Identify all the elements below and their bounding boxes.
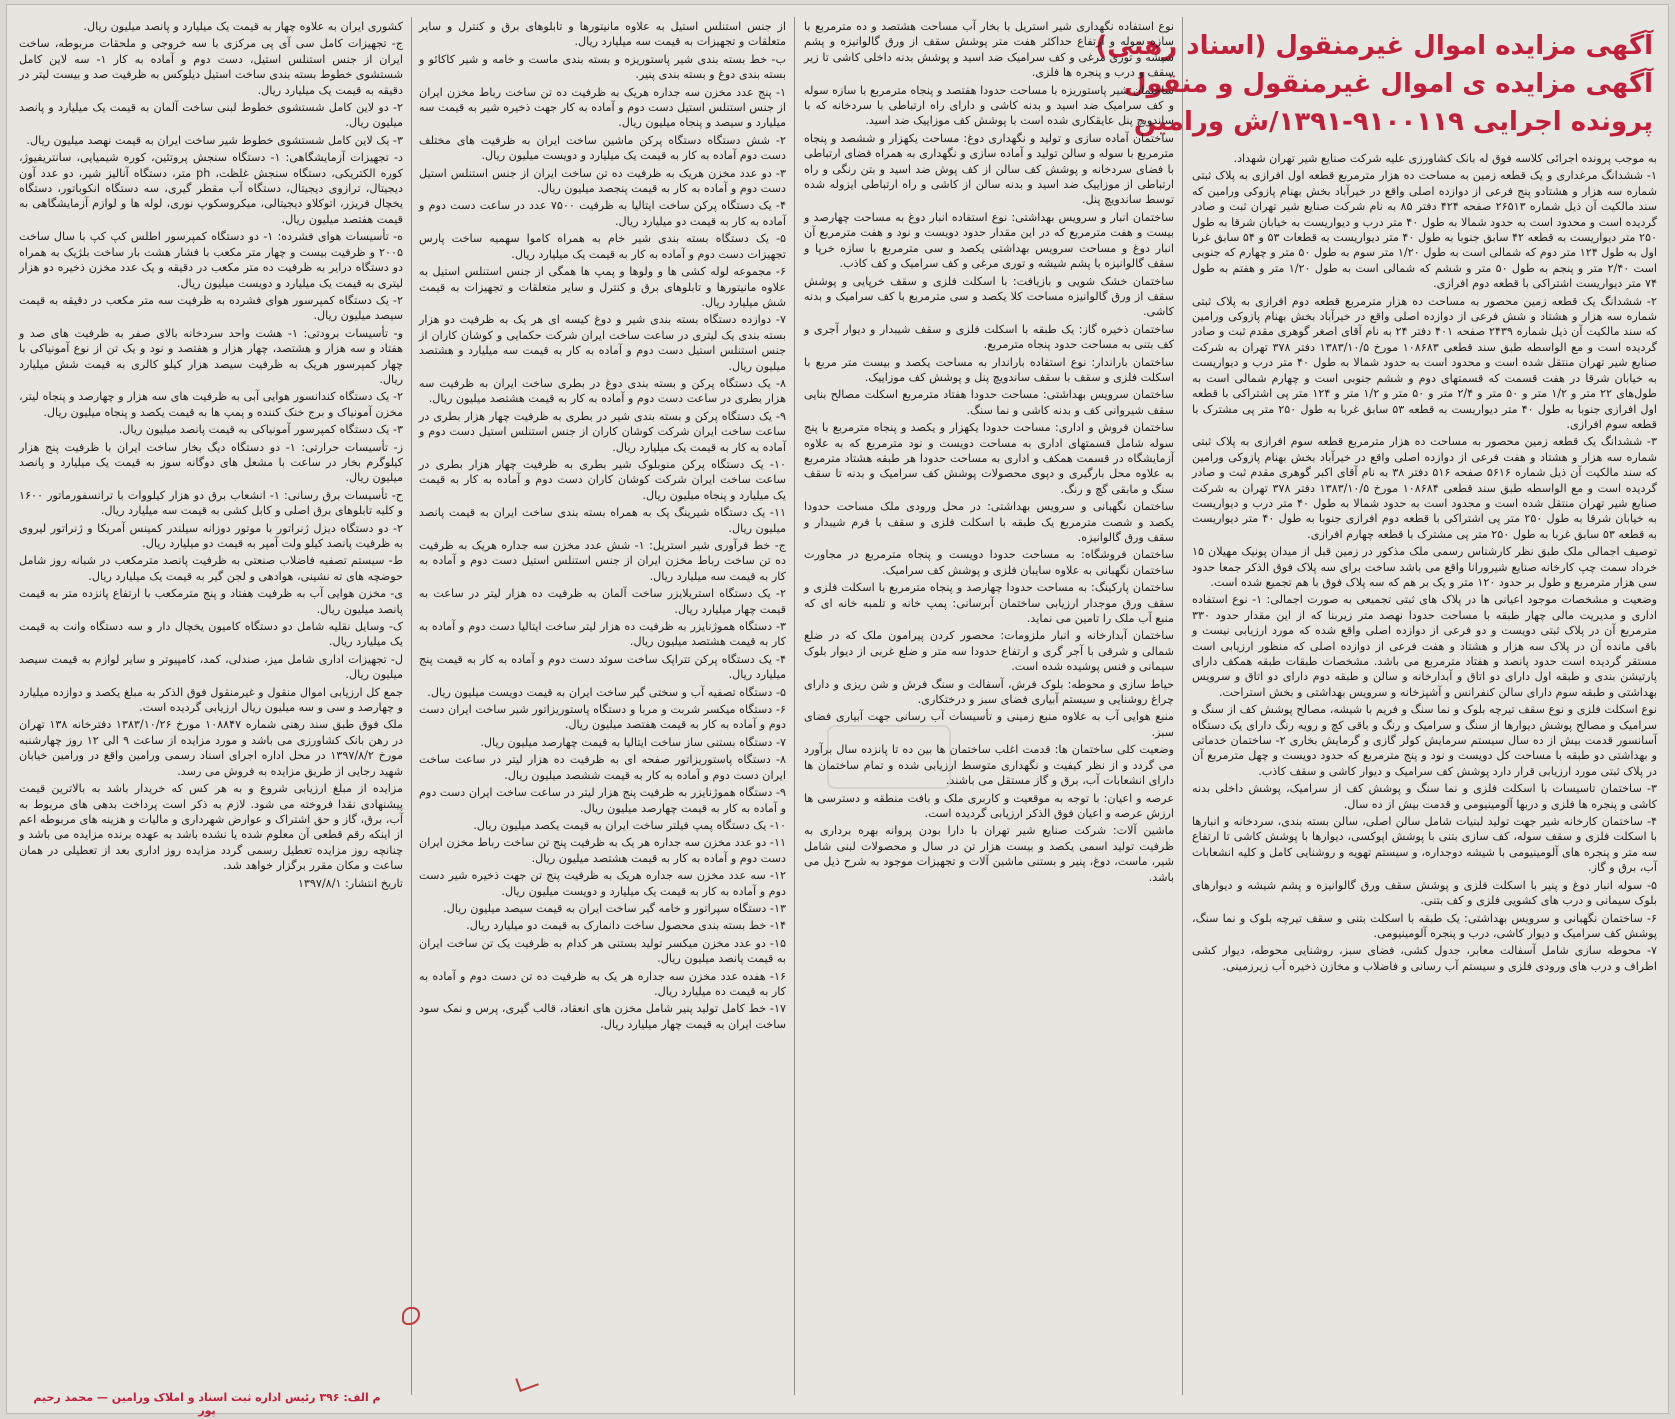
ad-paragraph: ج- تجهیزات کامل سی آی پی مرکزی با سه خروجی و ملحقات مربوطه، ساخت ایران از جنس استنلس استیل، دست دوم و آماده به کار ۱- سه لاین کامل شستشوی خطوط بسته بندی ساخت استیل دیلوکس به ظرفیت صد و بیست لیتر در دقیقه به قیمت یک میلیارد ریال. (19, 37, 403, 97)
ad-paragraph: ه- تأسیسات هوای فشرده: ۱- دو دستگاه کمپرسور اطلس کپ کپ با سال ساخت ۲۰۰۵ و ظرفیت بیست و چهار متر مکعب با فشار هشت بار ساخت بلژیک به همراه دو دستگاه درایر به ظرفیت ده متر مکعب در دقیقه و یک عدد مخزن ذخیره دو هزار لیتری به قیمت یک میلیارد و دویست میلیون ریال. (19, 230, 403, 290)
ad-paragraph: ساختمان شیر پاستوریزه با مساحت حدودا هفتصد و پنجاه مترمربع با سازه سوله و کف سرامیک ضد اسید و بدنه کاشی و دارای راه ارتباطی با سردخانه که با ساندویچ پنل عایقکاری شده است با پوشش کف موزاییک ضد اسید. (804, 83, 1174, 128)
ad-title-line: آگهی مزایده اموال غیرمنقول (اسناد رهنی) (1095, 31, 1653, 61)
ad-paragraph: ۶- دستگاه میکسر شربت و مربا و دستگاه پاستوریزاتور شیر ساخت ایران دست دوم و آماده به کار به قیمت هفتصد میلیون ریال. (419, 703, 786, 732)
column-3 (419, 19, 786, 1395)
ad-paragraph: ۱۱- یک دستگاه شیرینگ پک به همراه بسته بندی ساخت ایران به قیمت پانصد میلیون ریال. (419, 506, 786, 535)
ad-paragraph: و- تأسیسات برودتی: ۱- هشت واحد سردخانه بالای صفر به ظرفیت های صد و هفتاد و سه هزار و هشتصد، چهار هزار و هفتصد و نود و یک تن از نوع آمونیاکی با چهار کمپرسور هریک به ظرفیت سیصد هزار کیلو کالری به قیمت شش میلیارد ریال. (19, 326, 403, 386)
ad-paragraph: ۱۴- خط بسته بندی محصول ساخت دانمارک به قیمت دو میلیارد ریال. (466, 919, 786, 933)
ad-paragraph: ۳- ششدانگ یک قطعه زمین محصور به مساحت ده هزار مترمربع قطعه سوم افرازی به پلاک ثبتی شماره سه هزار و هشتاد و هفت فرعی از دوازده اصلی واقع در خیرآباد بخش بهنام پازوکی ورامین که سند مالکیت آن ذیل شماره ۵۶۱۶ صفحه ۵۱۶ دفتر ۳۸ به نام آقای اکبر گوهری مقدم ثبت و صادر گردیده است و مع الواسطه طبق سند قطعی ۱۰۸۶۸۴ مورخ ۱۳۸۳/۱۰/۵ دفتر ۳۷۸ تهران به شرکت صنایع شیر تهران منتقل شده است و محدود است به حدود شمالا به طول ۴۰ متر درب و دیواریست به خیابان شرقا به طول ۲۵۰ متر پی اشتراکی با قطعه دوم افرازی جنوبا به طول ۴۰ متر دیواریست به قطعه ۵۳ سابق غربا به طول ۲۵۰ متر پی مشترک با قطعه چهارم افرازی. (1192, 435, 1658, 541)
ad-paragraph: ۴- یک دستگاه پرکن تتراپک ساخت سوئد دست دوم و آماده به کار به قیمت پنج میلیارد ریال. (419, 652, 786, 682)
ad-paragraph: ز- تأسیسات حرارتی: ۱- دو دستگاه دیگ بخار ساخت ایران با ظرفیت پنج هزار کیلوگرم بخار در ساعت با مشعل های دوگانه سوز به قیمت یک میلیارد و پانصد میلیون ریال. (19, 440, 403, 485)
ad-paragraph: ۳- دستگاه هموژنایزر به ظرفیت ده هزار لیتر ساخت ایتالیا دست دوم و آماده به کار به قیمت هشتصد میلیون ریال. (419, 620, 786, 649)
column-body (19, 19, 403, 891)
ad-paragraph: از جنس استنلس استیل به علاوه مانیتورها و تابلوهای برق و کنترل و سایر متعلقات و تجهیزات به قیمت سه میلیارد ریال. (419, 20, 786, 49)
ad-paragraph: ۱۰- یک دستگاه پرکن منوبلوک شیر بطری به ظرفیت چهار هزار بطری در ساعت ساخت ایران شرکت کوشان کاران دست دوم و آماده به کار به قیمت یک میلیارد و پنجاه میلیون ریال. (419, 457, 786, 502)
ad-paragraph: ۳- ساختمان تاسیسات با اسکلت فلزی و نما سنگ و پوشش کف از سرامیک، پوشش داخلی بدنه کاشی و پنجره ها فلزی و دربها آلومینیومی و قدمت بیش از ده سال. (1192, 782, 1657, 811)
ad-paragraph: به موجب پرونده اجرائی کلاسه فوق له بانک کشاورزی علیه شرکت صنایع شیر تهران شهداد. (1233, 152, 1657, 165)
newspaper-page (6, 4, 1669, 1417)
ad-paragraph: ساختمان پارکینگ: به مساحت حدودا چهارصد و پنجاه مترمربع با اسکلت فلزی و سقف ورق موجدار ارزیابی ساختمان آبرسانی: پمپ خانه و تلمبه خانه ای که منبع آب ملک را تامین می نماید. (804, 581, 1174, 626)
ad-paragraph: ۱۵- دو عدد مخزن میکسر تولید بستنی هر کدام به ظرفیت یک تن ساخت ایران به قیمت پانصد میلیون ریال. (419, 936, 786, 966)
column-4 (19, 19, 403, 1381)
ad-title (1095, 27, 1653, 141)
ad-paragraph: ۲- یک دستگاه استریلایزر ساخت آلمان به ظرفیت ده هزار لیتر در ساعت به قیمت چهار میلیارد ریال. (419, 587, 786, 616)
pen-mark (402, 1307, 420, 1325)
ad-paragraph: ۲- شش دستگاه دستگاه پرکن ماشین ساخت ایران به ظرفیت های مختلف دست دوم آماده به کار به قیمت یک میلیارد و دویست میلیون ریال. (419, 133, 786, 163)
ad-paragraph: ۵- سوله انبار دوغ و پنیر با اسکلت فلزی و پوشش سقف ورق گالوانیزه و پشم شیشه و دیوارهای بلوک سیمانی و درب های کشویی فلزی و کف بتنی. (1192, 878, 1657, 908)
ad-paragraph: ۳- دو عدد مخزن هریک به ظرفیت ده تن ساخت ایران از جنس استنلس استیل دست دوم و آماده به کار به قیمت پنجصد میلیون ریال. (419, 166, 786, 196)
ad-paragraph: ۲- ششدانگ یک قطعه زمین محصور به مساحت ده هزار مترمربع قطعه دوم افرازی به پلاک ثبتی شماره سه هزار و هشتاد و شش فرعی از دوازده اصلی واقع در خیرآباد بخش بهنام پازوکی ورامین که سند مالکیت آن ذیل شماره ۲۴۳۹ صفحه ۴۰۱ دفتر ۲۴ به نام آقای اصغر گوهری مقدم ثبت و صادر گردیده است و مع الواسطه طبق سند قطعی ۱۰۸۶۸۳ مورخ ۱۳۸۳/۱۰/۵ دفتر ۳۷۸ تهران به شرکت صنایع شیر تهران منتقل شده است و محدود است به حدود شمالا به طول ۴۰ متر درب و دیواریست به خیابان شرقا در هفت قسمت که قسمتهای دوم و ششم جنوبی است و چهارم شمالی است به طول‌های ۲۲ متر و ۱/۲ متر و ۵۰ متر و ۲/۴ متر و ۵۰ متر و ۱/۲ متر و ۱۲۴ متر پی اشتراکی با قطعه اول افرازی جنوبا به طول ۴۰ متر دیواریست به قطعه ۵۳ سابق غربا به طول ۲۵۰ متر پی مشترک با قطعه سوم افرازی. (1192, 294, 1658, 431)
ad-paragraph: ۵- دستگاه تصفیه آب و سختی گیر ساخت ایران به قیمت دویست میلیون ریال. (427, 685, 786, 699)
column-body (1192, 151, 1657, 974)
ad-paragraph: ساختمان ذخیره گاز: یک طبقه با اسکلت فلزی و سقف شیبدار و دیوار آجری و کف بتنی به مساحت حدود پنجاه مترمربع. (804, 322, 1174, 352)
ad-paragraph: ۱۷- خط کامل تولید پنیر شامل مخزن های انعقاد، قالب گیری، پرس و نمک سود ساخت ایران به قیمت چهار میلیارد ریال. (419, 1002, 786, 1031)
ad-paragraph: ک- وسایل نقلیه شامل دو دستگاه کامیون یخچال دار و سه دستگاه وانت به قیمت یک میلیارد ریال. (19, 620, 403, 649)
ad-paragraph: ساختمان فروشگاه: به مساحت حدودا دویست و پنجاه مترمربع در مجاورت ساختمان نگهبانی به علاوه سایبان فلزی و پوشش کف سرامیک. (804, 548, 1174, 577)
faint-stamp (827, 725, 951, 789)
ad-paragraph: د- تجهیزات آزمایشگاهی: ۱- دستگاه سنجش پروتئین، کوره شیمیایی، سانتریفیوژ، کوره الکتریکی، دستگاه سنجش غلظت، ph متر، دستگاه آنالیز شیر، دو عدد آون دیجیتال، ترازوی دیجیتال، دستگاه آب مقطر گیری، سه دستگاه انکوباتور، دستگاه یخچال فریزر، اتوکلاو دیجیتالی، میکروسکوپ نوری، لوله ها و لوازم آزمایشگاهی به قیمت هفتصد میلیون ریال. (19, 151, 403, 226)
ad-footer: م الف: ۳۹۶ رئیس اداره ثبت اسناد و املاک ورامین — محمد رحیم پور (33, 1391, 381, 1417)
ad-paragraph: ۸- دستگاه پاستوریزاتور صفحه ای به ظرفیت ده هزار لیتر در ساعت ساخت ایران دست دوم و آماده به کار به قیمت ششصد میلیون ریال. (419, 753, 786, 782)
ad-paragraph: ب- خط بسته بندی شیر پاستوریزه و بسته بندی ماست و خامه و شیر کاکائو و بسته بندی دوغ و بسته بندی پنیر. (419, 52, 786, 82)
ad-paragraph: ۲- یک دستگاه کمپرسور هوای فشرده به ظرفیت سه متر مکعب در دقیقه به قیمت سیصد میلیون ریال. (19, 293, 403, 323)
column-1 (1095, 19, 1658, 1395)
ad-paragraph: ۹- یک دستگاه پرکن و بسته بندی شیر در بطری به ظرفیت چهار هزار بطری در ساعت ساخت ایران شرکت کوشان کاران از جنس استنلس استیل دست دوم و آماده به کار به قیمت یک میلیارد ریال. (419, 409, 786, 454)
ad-paragraph: توصیف اجمالی ملک طبق نظر کارشناس رسمی ملک مذکور در زمین قبل از میدان پونیک مهیلان ۱۵ خرداد سمت چپ کارخانه صنایع شیرورانا واقع می باشد ساخت برای سه پلاک فوق الذکر جمعا حدود سی هزار مترمربع و طول بر حدود ۱۲۰ متر و یک بر هم که سه پلاک فوق با هم تجمیع شده است. (1192, 545, 1657, 589)
column-2 (804, 19, 1174, 1395)
ad-paragraph: ۱۱- دو عدد مخزن سه جداره هر یک به ظرفیت پنج تن ساخت رباط مخزن ایران دست دوم و آماده به کار به قیمت هشتصد میلیون ریال. (419, 836, 786, 865)
ad-paragraph: ۲- دو دستگاه دیزل ژنراتور با موتور دوزانه سیلندر کمینس آمریکا و ژنراتور لیروی به ظرفیت پانصد کیلو ولت آمپر به قیمت دو میلیارد ریال. (19, 521, 403, 550)
ad-paragraph: ج- خط فرآوری شیر استریل: ۱- شش عدد مخزن سه جداره هریک به ظرفیت ده تن ساخت رباط مخزن ایران از جنس استنلس استیل دست دوم و آماده به کار به قیمت سه میلیارد ریال. (419, 539, 786, 583)
column-rule (411, 17, 412, 1395)
column-rule (794, 17, 795, 1395)
ad-paragraph: ط- سیستم تصفیه فاضلاب صنعتی به ظرفیت پانصد مترمکعب در شبانه روز شامل حوضچه های ته نشینی، هوادهی و لجن گیر به قیمت یک میلیارد ریال. (19, 554, 403, 583)
column-rule (1182, 17, 1183, 1395)
ad-paragraph: ۲- دو لاین کامل شستشوی خطوط لبنی ساخت آلمان به قیمت یک میلیارد و پانصد میلیون ریال. (19, 101, 403, 130)
ad-paragraph: ۱۶- هفده عدد مخزن سه جداره هر یک به ظرفیت ده تن دست دوم و آماده به کار به قیمت ده میلیارد ریال. (419, 969, 786, 998)
ad-paragraph: ساختمان خشک شویی و بازیافت: با اسکلت فلزی و سقف خرپایی و پوشش سقف از ورق گالوانیزه مساحت کلا یکصد و سی مترمربع با کف سرامیک و بدنه کاشی. (804, 274, 1174, 319)
ad-paragraph: ۷- محوطه سازی شامل آسفالت معابر، جدول کشی، فضای سبز، روشنایی محوطه، دیوار کشی اطراف و درب های ورودی فلزی و سیستم آب رسانی و فاضلاب و مخازن ذخیره آب زیرزمینی. (1192, 944, 1657, 973)
ad-paragraph: ۸- یک دستگاه پرکن و بسته بندی دوغ در بطری ساخت ایران به ظرفیت سه هزار بطری در ساعت دست دوم و آماده به کار به قیمت هشتصد میلیون ریال. (419, 376, 786, 406)
ad-paragraph: عرصه و اعیان: با توجه به موقعیت و کاربری ملک و بافت منطقه و دسترسی ها ارزش عرصه و اعیان فوق الذکر ارزیابی گردیده است. (804, 791, 1174, 820)
ad-paragraph: نوع اسکلت فلزی و نوع سقف تیرچه بلوک و نما سنگ و فریم با شیشه، مصالح پوشش کف از سنگ و سرامیک و مصالح پوشش دیوارها از سنگ و سرامیک و رنگ و باقی کچ و رویه رنگ دارای یک دستگاه آسانسور قدمت بیش از ده سال سیستم سرمایش کولر گازی و گرمایش بخاری ۲- ساختمان خدماتی و بهداشتی دو طبقه با مساحت کل دویست و نود و پنج مترمربع که حدود دویست و چهل مترمربع آن در پلاک ثبتی مورد ارزیابی قرار دارد پوشش کف سرامیک و دیوار کاشی و سقف کاذب. (1192, 703, 1657, 778)
ad-paragraph: ۱- ششدانگ مرغداری و یک قطعه زمین به مساحت ده هزار مترمربع قطعه اول افرازی به پلاک ثبتی شماره سه هزار و هشتادو پنج فرعی از دوازده اصلی واقع در خیرآباد بخش بهنام پازوکی ورامین که سند مالکیت آن ذیل شماره ۲۶۵۱۳ صفحه ۴۲۴ دفتر ۸۵ به نام شرکت صنایع شیر تهران ثبت و صادر گردیده است و محدود است به حدود شمالا به طول ۴۰ متر درب و دیواریست به خیابان شرقا به طول ۲۵۰ متر دیواریست به قطعه ۴۲ سابق جنوبا به طول ۴۰ متر دیواریست به قطعات ۵۳ و ۵۴ سابق غربا اول به طول ۱۲۴ متر دوم که شمالی است به طول ۱/۲۰ متر سوم به طول ۵۰ متر و چهارم که جنوبی است ۲/۴۰ متر و پنجم به طول ۵۰ متر و ششم که شمالی است به طول ۱/۲۰ متر و هفتم به طول ۷۴ متر دیواریست اشتراکی با قطعه دوم افرازی. (1192, 169, 1658, 291)
ad-paragraph: ۱۳- دستگاه سپراتور و خامه گیر ساخت ایران به قیمت سیصد میلیون ریال. (443, 901, 786, 915)
ad-paragraph: کشوری ایران به علاوه چهار به قیمت یک میلیارد و پانصد میلیون ریال. (83, 20, 403, 33)
ad-paragraph: مزایده از مبلغ ارزیابی شروع و به هر کس که خریدار باشد به بالاترین قیمت پیشنهادی نقدا فروخته می شود. لازم به ذکر است پرداخت بدهی های مربوط به آب، برق، گاز و حق اشتراک و عوارض شهرداری و مالیات و هزینه های مربوطه اعم از اینکه رقم قطعی آن معلوم شده یا نشده باشد به عهده برنده مزایده می باشد و چنانچه روز مزایده تعطیل رسمی گردد مزایده روز اداری بعد از تعطیلی در همان ساعت و مکان مقرر برگزار خواهد شد. (19, 782, 403, 873)
ad-paragraph: ۴- یک دستگاه پرکن ساخت ایتالیا به ظرفیت ۷۵۰۰ عدد در ساعت دست دوم و آماده به کار به قیمت دو میلیارد ریال. (419, 199, 786, 228)
ad-paragraph: ۵- یک دستگاه بسته بندی شیر خام به همراه کاموا سهمیه ساخت پارس تجهیزات دست دوم و آماده به کار به قیمت یک میلیارد ریال. (419, 232, 786, 261)
ad-title-line: آگهی مزایده ی اموال غیرمنقول و منقول (1123, 69, 1653, 99)
ad-paragraph: ۱۲- سه عدد مخزن سه جداره هریک به ظرفیت پنج تن جهت ذخیره شیر دست دوم و آماده به کار به قیمت یک میلیارد و دویست میلیون ریال. (419, 869, 786, 898)
ad-paragraph: ۱- پنج عدد مخزن سه جداره هریک به ظرفیت ده تن ساخت رباط مخزن ایران از جنس استنلس استیل دست دوم و آماده به کار جهت ذخیره شیر به قیمت سه میلیارد و سیصد و پنجاه میلیون ریال. (419, 85, 786, 130)
ad-paragraph: ساختمان فروش و اداری: مساحت حدودا یکهزار و یکصد و پنجاه مترمربع با پنج سوله شامل قسمتهای اداری به مساحت دویست و نود مترمربع که به علاوه آزمایشگاه در قسمت همکف و اداری به مساحت حدودا هر طبقه هشتاد مترمربع به علاوه محل بارگیری و دپوی محصولات پوشش کف سرامیک و بدنه تا سقف سنگ و مابقی گچ و رنگ. (804, 421, 1174, 496)
ad-paragraph: ۹- دستگاه هموژنایزر به ظرفیت پنج هزار لیتر در ساعت ساخت ایران دست دوم و آماده به کار به قیمت چهارصد میلیون ریال. (419, 786, 786, 815)
ad-paragraph: ملک فوق طبق سند رهنی شماره ۱۰۸۸۴۷ مورخ ۱۳۸۳/۱۰/۲۶ دفترخانه ۱۳۸ تهران در رهن بانک کشاورزی می باشد و مورد مزایده از ساعت ۹ الی ۱۲ روز چهارشنبه مورخ ۱۳۹۷/۸/۲ در محل اداره اجرای اسناد رسمی ورامین واقع در ورامین خیابان شهید رجایی از طریق مزایده به فروش می رسد. (19, 718, 403, 778)
ad-paragraph: ساختمان نگهبانی و سرویس بهداشتی: در محل ورودی ملک مساحت حدودا یکصد و شصت مترمربع یک طبقه با اسکلت فلزی و سقف با فرم شیبدار و سقف ورق گالوانیزه. (804, 500, 1174, 544)
ad-paragraph: ۱۰- یک دستگاه پمپ فیلتر ساخت ایران به قیمت یکصد میلیون ریال. (473, 818, 786, 832)
ad-paragraph: ۲- یک دستگاه کندانسور هوایی آبی به ظرفیت های سه هزار و چهارصد و پنجاه لیتر، مخزن آمونیاک و برج خنک کننده و پمپ ها به قیمت یکصد و پنجاه میلیون ریال. (19, 390, 403, 419)
ad-paragraph: ۳- یک لاین کامل شستشوی خطوط شیر ساخت ایران به قیمت نهصد میلیون ریال. (26, 133, 403, 147)
ad-paragraph: ماشین آلات: شرکت صنایع شیر تهران با دارا بودن پروانه بهره برداری به ظرفیت تولید اسمی یکصد و بیست هزار تن در سال و محصولات لبنی شامل شیر، ماست، دوغ، پنیر و بستنی ماشین آلات و تجهیزات موجود به شرح ذیل می باشد. (804, 824, 1174, 884)
ad-title-line: پرونده اجرایی ۹۱۰۰۱۱۹-۱۳۹۱/ش ورامین (1133, 107, 1653, 137)
ad-paragraph: حیاط سازی و محوطه: بلوک فرش، آسفالت و سنگ فرش و شن ریزی و دارای چراغ روشنایی و سیستم آبیاری فضای سبز و درختکاری. (804, 677, 1174, 707)
ad-paragraph: ساختمان آماده سازی و تولید و نگهداری دوغ: مساحت یکهزار و ششصد و پنجاه مترمربع با سوله و سالن تولید و آماده سازی و نگهداری به همراه فضای ارتباطی با فضای سردخانه و پوشش کف سالن از کف پوش ضد اسید و بتن رنگی و راه ارتباطی از موزاییک ضد اسید و بدنه سالن از کاشی و راه ارتباطی ایزوله شده توسط ساندویچ پنل. (804, 131, 1174, 207)
ad-paragraph: ساختمان آبدارخانه و انبار ملزومات: محصور کردن پیرامون ملک که در ضلع شمالی و شرقی با آجر گری و ارتفاع حدودا سه متر و ضلع غربی از دیوار بلوک سیمانی و فنس پوشیده شده است. (804, 629, 1174, 674)
ad-paragraph: ۶- مجموعه لوله کشی ها و ولوها و پمپ ها همگی از جنس استنلس استیل به علاوه مانیتورها و تابلوهای برق و کنترل و سایر متعلقات و تجهیزات به قیمت شش میلیارد ریال. (419, 265, 786, 309)
column-body (419, 19, 786, 1032)
ad-paragraph: ۷- دستگاه بستنی ساز ساخت ایتالیا به قیمت چهارصد میلیون ریال. (480, 735, 786, 749)
ad-paragraph: ی- مخزن هوایی آب به ظرفیت هفتاد و پنج مترمکعب با ارتفاع پانزده متر به قیمت پانصد میلیون ریال. (19, 587, 403, 616)
ad-paragraph: ۷- دوازده دستگاه بسته بندی شیر و دوغ کیسه ای هر یک به ظرفیت دو هزار بسته بندی یک لیتری در ساعت ساخت ایران شرکت حکمایی و کوشان کاران از جنس استنلس استیل دست دوم و آماده به کار به قیمت سه میلیارد و هشتصد میلیون ریال. (419, 313, 786, 373)
ad-paragraph: وضعیت و مشخصات موجود اعیانی ها در پلاک های ثبتی تجمیعی به صورت اجمالی: ۱- نوع استفاده اداری و مدیریت مالی چهار طبقه با مساحت حدودا نهصد متر زیربنا که از این مقدار حدود ۳۳۰ مترمربع آن در پلاک ثبتی دویست و دو فرعی از دوازده اصلی واقع شده که مورد ارزیابی نیست و باقی مانده آن در پلاک سه هزار و هشتاد و هفت فرعی از دوازده اصلی که منظور ارزیابی است مستقر گردیده است حدود پانصد و هفتاد مترمربع می باشد. مشخصات طبقات طبقه همکف دارای پارتیشن بندی و طبقه اول دارای دو اتاق و آبدارخانه و سالن و طبقه دوم دارای دو اتاق و سرویس بهداشتی و طبقه سوم دارای سالن کنفرانس و آشپزخانه و سرویس بهداشتی و بخش استراحت. (1192, 593, 1657, 699)
ad-paragraph: ۴- ساختمان کارخانه شیر جهت تولید لبنیات شامل سالن اصلی، سالن بسته بندی، سردخانه و انبارها با اسکلت فلزی و سقف سوله، کف سازی بتنی با پوشش اپوکسی، دیوارها با پوشش کاشی تا ارتفاع سه متر و پنجره های آلومینیومی با شیشه دوجداره، و سیستم تهویه و روشنایی کامل و کلیه انشعابات آب، برق و گاز. (1192, 815, 1657, 875)
ad-paragraph: وضعیت کلی ساختمان ها: قدمت اغلب ساختمان ها بین ده تا پانزده سال برآورد می گردد و از نظر کیفیت و نگهداری متوسط ارزیابی شده و تمام ساختمان ها دارای انشعابات آب، برق و گاز مستقل می باشند. (804, 743, 1174, 788)
ad-paragraph: تاریخ انتشار: ۱۳۹۷/۸/۱ (297, 876, 403, 890)
ad-paragraph: ح- تأسیسات برق رسانی: ۱- انشعاب برق دو هزار کیلووات با ترانسفورماتور ۱۶۰۰ و کلیه تابلوهای برق اصلی و کابل کشی به قیمت سه میلیارد ریال. (19, 488, 403, 518)
ad-paragraph: ۳- یک دستگاه کمپرسور آمونیاکی به قیمت پانصد میلیون ریال. (118, 423, 403, 437)
ad-paragraph: جمع کل ارزیابی اموال منقول و غیرمنقول فوق الذکر به مبلغ یکصد و دوازده میلیارد و چهارصد و سی و سه میلیون ریال ارزیابی گردیده است. (19, 685, 403, 715)
ad-paragraph: منبع هوایی آب به علاوه منبع زمینی و تأسیسات آب رسانی جهت آبیاری فضای سبز. (804, 710, 1174, 739)
ad-paragraph: ۶- ساختمان نگهبانی و سرویس بهداشتی: یک طبقه با اسکلت بتنی و سقف تیرچه بلوک و نما سنگ، پوشش کف سرامیک و دیوار کاشی، درب و پنجره آلومینیومی. (1192, 911, 1657, 940)
ad-paragraph: ساختمان انبار و سرویس بهداشتی: نوع استفاده انبار دوغ به مساحت چهارصد و بیست و هفت مترمربع که در این مقدار حدود دویست و نود و هفت مترمربع آن انبار دوغ و مساحت سرویس بهداشتی یکصد و سی مترمربع با سازه خرپا و سقف گالوانیزه با پشم شیشه و توری مرغی و کف سرامیک و کف کاذب. (804, 210, 1174, 271)
ad-paragraph: نوع استفاده نگهداری شیر استریل با بخار آب مساحت هشتصد و ده مترمربع با سازه سوله و ارتفاع حداکثر هفت متر پوشش سقف از ورق گالوانیزه و پشم شیشه و توری مرغی و کف سرامیک ضد اسید و پوشش بدنه داخلی کاشی تا زیر سقف و درب و پنجره ها فلزی. (804, 20, 1174, 80)
ad-paragraph: ساختمان باراندار: نوع استفاده باراندار به مساحت یکصد و بیست متر مربع با اسکلت فلزی و سقف با سقف ساندویچ پنل و پوشش کف موزاییک. (804, 355, 1174, 384)
ad-paragraph: ساختمان سرویس بهداشتی: مساحت حدودا هفتاد مترمربع اسکلت مصالح بنایی سقف شیروانی کف و بدنه کاشی و نما سنگ. (804, 388, 1174, 417)
ad-paragraph: ل- تجهیزات اداری شامل میز، صندلی، کمد، کامپیوتر و سایر لوازم به قیمت سیصد میلیون ریال. (19, 652, 403, 682)
